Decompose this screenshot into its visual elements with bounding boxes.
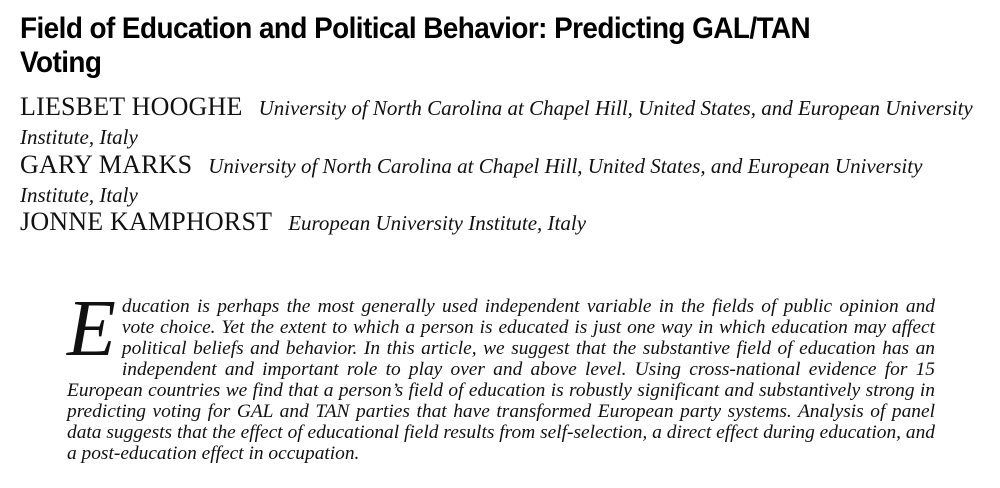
article-title: Field of Education and Political Behavior: Predicting GAL/TAN Voting	[20, 12, 811, 79]
author-entry	[20, 94, 990, 153]
author-affiliation: University of North Carolina at Chapel Hill, United States, and European University Institute, Italy	[20, 96, 973, 149]
author-entry	[20, 209, 990, 239]
author-name: JONNE KAMPHORST	[20, 207, 273, 236]
abstract	[67, 285, 935, 464]
abstract-text: ducation is perhaps the most generally used independent variable in the fields of public opinion and vote choice. Yet the extent to which a person is educated is just one way in which education may affect political beliefs and behavior. In this article, we suggest that the substantive field of education has an independent and important role to play over and above level. Using cross-national evidence for 15 European countries we find that a person’s field of education is robustly significant and substantively strong in predicting voting for GAL and TAN parties that have transformed European party systems. Analysis of panel data suggests that the effect of educational field results from self-selection, a direct effect during education, and a post-education effect in occupation.	[67, 296, 935, 464]
author-name: LIESBET HOOGHE	[20, 92, 243, 121]
author-entry	[20, 152, 990, 211]
abstract-drop-cap: E	[67, 285, 116, 373]
author-name: GARY MARKS	[20, 150, 193, 179]
author-affiliation: University of North Carolina at Chapel Hill, United States, and European University Institute, Italy	[20, 154, 923, 207]
author-affiliation: European University Institute, Italy	[288, 211, 587, 235]
